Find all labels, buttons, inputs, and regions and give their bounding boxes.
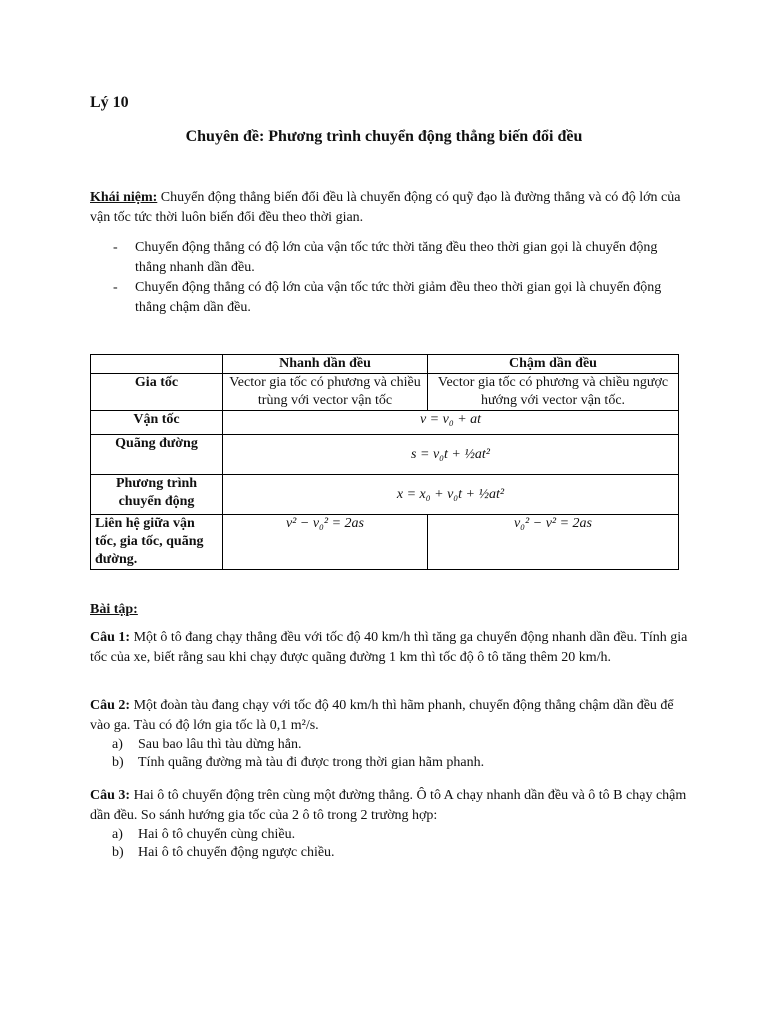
table-header-empty (91, 355, 223, 374)
row-label-velocity: Vận tốc (91, 411, 223, 435)
acceleration-slow: Vector gia tốc có phương và chiều ngược hướng với vector vận tốc. (428, 374, 679, 411)
question-2 (90, 696, 690, 772)
question-1 (90, 628, 690, 668)
exercises-heading (90, 600, 690, 620)
item-text: Sau bao lâu thì tàu dừng hẳn. (138, 737, 302, 752)
item-mark: b) (112, 845, 124, 860)
table-header-fast: Nhanh dần đều (223, 355, 428, 374)
table-row (91, 475, 679, 515)
table-header-slow: Chậm dần đều (428, 355, 679, 374)
concept-paragraph (90, 188, 690, 228)
table-row (91, 515, 679, 570)
question-3-label: Câu 3: (90, 788, 131, 803)
acceleration-fast: Vector gia tốc có phương và chiều trùng với vector vận tốc (223, 374, 428, 411)
list-item: - Chuyển động thẳng có độ lớn của vận tốc tức thời tăng đều theo thời gian gọi là chuyển động thẳng nhanh dần đều. (90, 238, 690, 278)
item-text: Hai ô tô chuyển cùng chiều. (138, 827, 296, 842)
list-item (90, 754, 690, 772)
comparison-table (90, 354, 679, 570)
list-item: - Chuyển động thẳng có độ lớn của vận tốc tức thời giảm đều theo thời gian gọi là chuyển động thẳng chậm dần đều. (90, 278, 690, 318)
table-row (91, 435, 679, 475)
question-1-label: Câu 1: (90, 630, 131, 645)
question-2-text: Một đoàn tàu đang chạy với tốc độ 40 km/h thì hãm phanh, chuyển động thẳng chậm dần đều để vào ga. Tàu có độ lớn gia tốc là 0,1 m²/s. (90, 698, 674, 733)
item-text: Hai ô tô chuyển động ngược chiều. (138, 845, 335, 860)
list-item (90, 826, 690, 844)
row-label-relation: Liên hệ giữa vận tốc, gia tốc, quãng đường. (91, 515, 223, 570)
list-item (90, 844, 690, 862)
concept-text: Chuyển động thẳng biến đổi đều là chuyển động có quỹ đạo là đường thẳng và có độ lớn của vận tốc tức thời luôn biến đổi đều theo thời gian. (90, 190, 681, 225)
item-text: Tính quãng đường mà tàu đi được trong thời gian hãm phanh. (138, 755, 485, 770)
velocity-formula: v = v₀ + at (223, 411, 679, 435)
list-item (90, 736, 690, 754)
concept-bullet-list (90, 238, 690, 318)
row-label-equation: Phương trình chuyển động (91, 475, 223, 515)
row-label-acceleration: Gia tốc (91, 374, 223, 411)
question-3 (90, 786, 690, 862)
distance-formula: s = v₀t + ½at² (223, 435, 679, 475)
concept-label: Khái niệm: (90, 190, 158, 205)
question-3-list (90, 826, 690, 862)
question-2-list (90, 736, 690, 772)
item-mark: a) (112, 737, 123, 752)
relation-fast: v² − v₀² = 2as (223, 515, 428, 570)
item-mark: b) (112, 755, 124, 770)
item-mark: a) (112, 827, 123, 842)
table-header-row (91, 355, 679, 374)
equation-formula: x = x₀ + v₀t + ½at² (223, 475, 679, 515)
question-2-label: Câu 2: (90, 698, 131, 713)
subject-label: Lý 10 (90, 94, 129, 111)
page-title: Chuyên đề: Phương trình chuyển động thẳng biến đổi đều (185, 128, 583, 145)
table-row (91, 411, 679, 435)
exercises-heading-text: Bài tập: (90, 602, 138, 617)
row-label-distance: Quãng đường (91, 435, 223, 475)
table-row (91, 374, 679, 411)
question-3-text: Hai ô tô chuyển động trên cùng một đường thẳng. Ô tô A chạy nhanh dần đều và ô tô B chạy chậm dần đều. So sánh hướng gia tốc của 2 ô tô trong 2 trường hợp: (90, 788, 687, 823)
relation-slow: v₀² − v² = 2as (428, 515, 679, 570)
question-1-text: Một ô tô đang chạy thẳng đều với tốc độ 40 km/h thì tăng ga chuyển động nhanh dần đều. Tính gia tốc của xe, biết rằng sau khi chạy được quãng đường 1 km thì tốc độ ô tô tăng thêm 20 km/h. (90, 630, 688, 665)
